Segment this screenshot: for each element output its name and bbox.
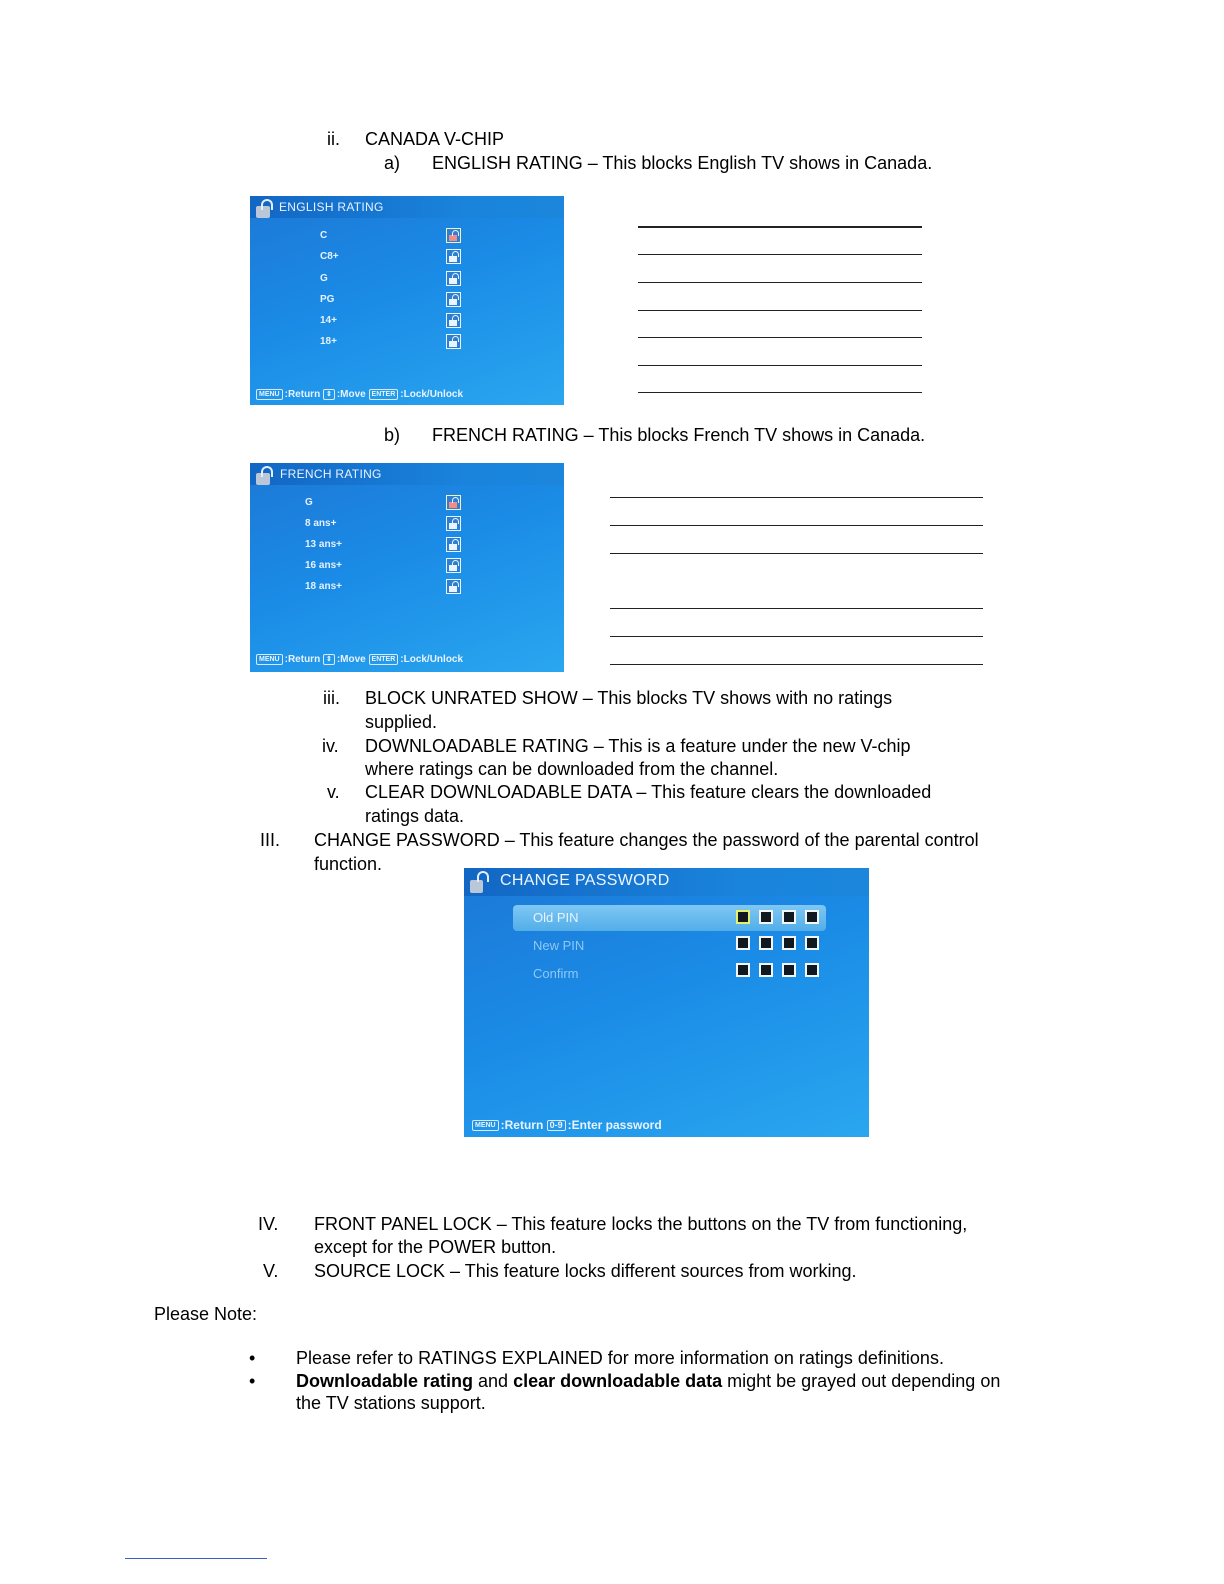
rating-label: PG: [320, 294, 335, 305]
enter-key-icon: ENTER: [369, 654, 399, 665]
menu-key-icon: MENU: [256, 654, 283, 665]
lock-toggle-icon[interactable]: [446, 228, 461, 243]
menu-key-icon: MENU: [472, 1120, 499, 1131]
rating-label: C: [320, 230, 328, 241]
lock-toggle-icon[interactable]: [446, 249, 461, 264]
screen-title: CHANGE PASSWORD: [500, 872, 670, 889]
lock-toggle-icon[interactable]: [446, 313, 461, 328]
pin-digit-input[interactable]: [759, 910, 773, 924]
pin-digit-input[interactable]: [759, 936, 773, 950]
item-text: CHANGE PASSWORD – This feature changes the password of the parental control: [314, 830, 979, 850]
subsection-number: a): [384, 153, 401, 173]
pin-label: New PIN: [533, 938, 585, 953]
item-number: iii.: [323, 688, 340, 708]
blank-line: [638, 254, 922, 255]
item-text: CLEAR DOWNLOADABLE DATA – This feature clears the downloaded: [365, 782, 932, 802]
rating-label: 13 ans+: [305, 539, 342, 550]
pin-digit-input[interactable]: [782, 936, 796, 950]
item-number: V.: [263, 1261, 279, 1281]
digit-key-icon: 0-9: [547, 1120, 566, 1131]
tail-text: might be grayed out depending on: [722, 1371, 1001, 1391]
screen-title: ENGLISH RATING: [279, 200, 384, 214]
blank-line: [638, 226, 922, 228]
blank-line: [638, 337, 922, 338]
blank-line: [610, 664, 983, 665]
lock-shackle-icon: [477, 871, 489, 882]
screen-footer: [256, 389, 463, 400]
note-bullet-text: [296, 1370, 1000, 1393]
blank-line: [638, 392, 922, 393]
blank-line: [638, 310, 922, 311]
item-text: FRONT PANEL LOCK – This feature locks the buttons on the TV from functioning,: [314, 1214, 968, 1234]
rating-label: 14+: [320, 315, 337, 326]
item-text: where ratings can be downloaded from the channel.: [365, 759, 779, 779]
blank-line: [610, 497, 983, 498]
lock-hint: :Lock/Unlock: [400, 654, 464, 666]
connector-text: and: [473, 1371, 514, 1391]
item-text: function.: [314, 854, 383, 874]
item-text: BLOCK UNRATED SHOW – This blocks TV shows with no ratings: [365, 688, 893, 708]
lock-shackle-icon: [261, 466, 273, 477]
rating-label: 8 ans+: [305, 518, 337, 529]
return-hint: :Return: [500, 1118, 544, 1132]
move-hint: :Move: [336, 389, 366, 401]
lock-toggle-icon[interactable]: [446, 271, 461, 286]
return-hint: :Return: [284, 654, 321, 666]
rating-label: C8+: [320, 251, 339, 262]
item-text: ratings data.: [365, 806, 465, 826]
lock-toggle-icon[interactable]: [446, 292, 461, 307]
item-number: IV.: [258, 1214, 279, 1234]
enter-password-hint: :Enter password: [567, 1118, 662, 1132]
rating-label: G: [305, 497, 313, 508]
note-bullet-text: Please refer to RATINGS EXPLAINED for more information on ratings definitions.: [296, 1348, 944, 1368]
blank-line: [610, 636, 983, 637]
lock-toggle-icon[interactable]: [446, 579, 461, 594]
lock-toggle-icon[interactable]: [446, 537, 461, 552]
enter-key-icon: ENTER: [369, 389, 399, 400]
pin-digit-input[interactable]: [805, 936, 819, 950]
lock-toggle-icon[interactable]: [446, 334, 461, 349]
lock-shackle-icon: [261, 199, 273, 210]
rating-label: 16 ans+: [305, 560, 342, 571]
pin-digit-input[interactable]: [805, 963, 819, 977]
bullet-icon: •: [249, 1371, 256, 1391]
bold-term: clear downloadable data: [513, 1371, 723, 1391]
rating-label: 18+: [320, 336, 337, 347]
lock-hint: :Lock/Unlock: [400, 389, 464, 401]
section-title: CANADA V-CHIP: [365, 129, 505, 149]
lock-toggle-icon[interactable]: [446, 495, 461, 510]
item-text: DOWNLOADABLE RATING – This is a feature under the new V-chip: [365, 736, 911, 756]
pin-label: Confirm: [533, 966, 579, 981]
rating-label: 18 ans+: [305, 581, 342, 592]
note-heading: Please Note:: [154, 1304, 258, 1324]
english-rating-screen: [250, 196, 564, 405]
item-number: III.: [260, 830, 281, 850]
blank-line: [638, 365, 922, 366]
move-key-icon: ⇕: [323, 654, 335, 665]
change-password-screen: [464, 868, 869, 1137]
bullet-icon: •: [249, 1348, 256, 1368]
rating-label: G: [320, 273, 328, 284]
footnote-rule: [125, 1558, 267, 1559]
lock-toggle-icon[interactable]: [446, 558, 461, 573]
subsection-text: ENGLISH RATING – This blocks English TV shows in Canada.: [432, 153, 933, 173]
item-text: SOURCE LOCK – This feature locks different sources from working.: [314, 1261, 857, 1281]
pin-digit-input[interactable]: [805, 910, 819, 924]
pin-digit-input[interactable]: [782, 910, 796, 924]
pin-digit-input[interactable]: [736, 936, 750, 950]
return-hint: :Return: [284, 389, 321, 401]
item-number: v.: [327, 782, 340, 802]
pin-digit-input[interactable]: [736, 963, 750, 977]
pin-digit-input[interactable]: [782, 963, 796, 977]
blank-line: [610, 553, 983, 554]
lock-toggle-icon[interactable]: [446, 516, 461, 531]
blank-line: [610, 525, 983, 526]
pin-label: Old PIN: [533, 910, 579, 925]
pin-digit-input[interactable]: [759, 963, 773, 977]
pin-digit-input[interactable]: [736, 910, 750, 924]
french-rating-screen: [250, 463, 564, 672]
subsection-text: FRENCH RATING – This blocks French TV shows in Canada.: [432, 425, 926, 445]
move-key-icon: ⇕: [323, 389, 335, 400]
item-text: except for the POWER button.: [314, 1237, 557, 1257]
subsection-number: b): [384, 425, 401, 445]
screen-footer: [256, 654, 463, 665]
section-number: ii.: [327, 129, 340, 149]
blank-line: [638, 282, 922, 283]
move-hint: :Move: [336, 654, 366, 666]
screen-footer: [472, 1118, 662, 1132]
item-number: iv.: [322, 736, 339, 756]
blank-line: [610, 608, 983, 609]
bold-term: Downloadable rating: [296, 1371, 474, 1391]
screen-title: FRENCH RATING: [280, 467, 382, 481]
note-bullet-text: the TV stations support.: [296, 1393, 486, 1413]
item-text: supplied.: [365, 712, 438, 732]
menu-key-icon: MENU: [256, 389, 283, 400]
